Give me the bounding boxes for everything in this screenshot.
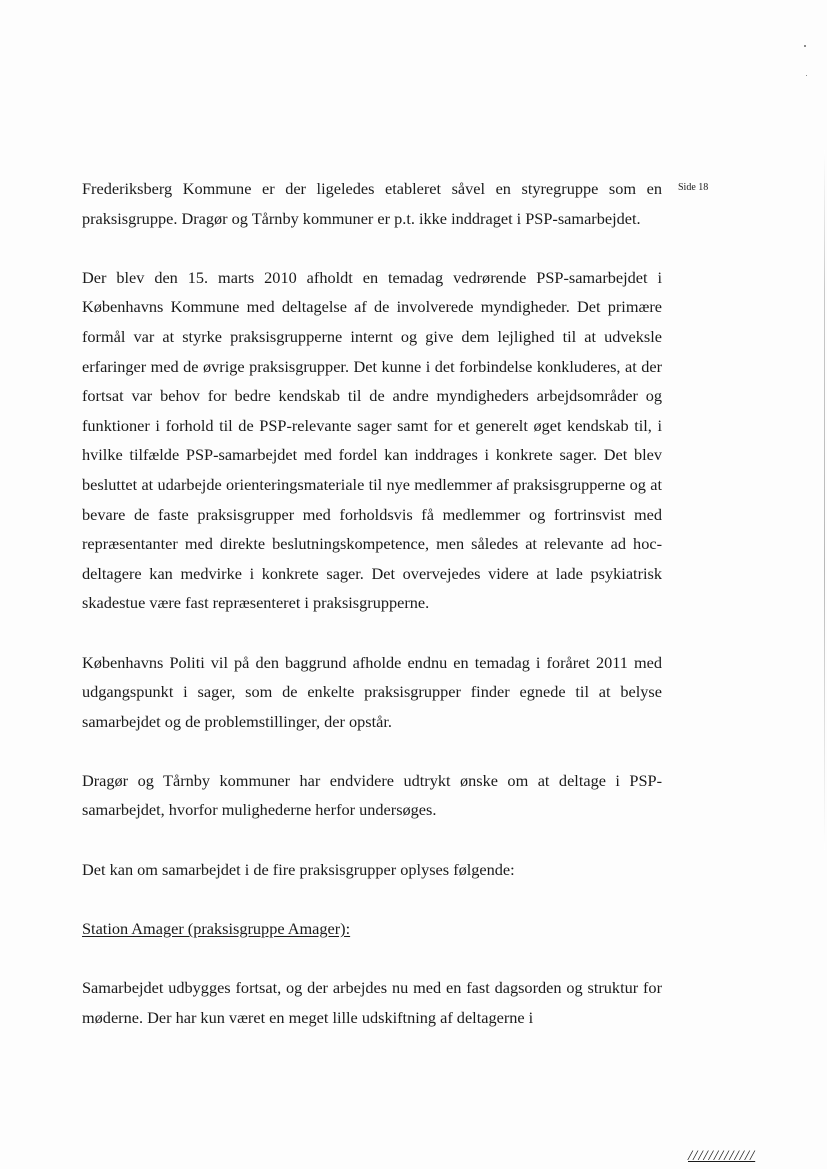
scan-margin-line — [824, 150, 825, 850]
scan-speck — [804, 45, 806, 47]
document-body — [82, 174, 662, 1062]
section-heading-amager: Station Amager (praksisgruppe Amager): — [82, 918, 351, 938]
footer-tally-marks: ///////////// — [688, 1148, 756, 1164]
page-number: Side 18 — [678, 182, 709, 193]
paragraph-intro-praksisgrupper: Det kan om samarbejdet i de fire praksisgrupper oplyses følgende: — [82, 859, 515, 879]
paragraph-temadag-2011: Københavns Politi vil på den baggrund afholde endnu en temadag i foråret 2011 med udgangspunkt i sager, som de enkelte praksisgrupper finder egnede til at belyse samarbejdet og de problemstillinger, der opstår. — [82, 652, 662, 731]
scan-speck — [806, 75, 807, 76]
paragraph-frederiksberg: Frederiksberg Kommune er der ligeledes etableret såvel en styregruppe som en praksisgruppe. Dragør og Tårnby kommuner er p.t. ikke inddraget i PSP-samarbejdet. — [82, 179, 662, 228]
paragraph-amager: Samarbejdet udbygges fortsat, og der arbejdes nu med en fast dagsorden og struktur for møderne. Der har kun været en meget lille udskiftning af deltagerne i — [82, 978, 662, 1027]
paragraph-dragoer-taarnby: Dragør og Tårnby kommuner har endvidere udtrykt ønske om at deltage i PSP-samarbejdet, hvorfor mulighederne herfor undersøges. — [82, 770, 662, 820]
paragraph-temadag-2010: Der blev den 15. marts 2010 afholdt en temadag vedrørende PSP-samarbejdet i Københavns Kommune med deltagelse af de involverede myndigheder. Det primære formål var at styrke praksisgrupperne internt og give dem lejlighed til at udveksle erfaringer med de øvrige praksisgrupper. Det kunne i det forbindelse konkluderes, at der fortsat var behov for bedre kendskab til de andre myndigheders arbejdsområder og funktioner i forhold til de PSP-relevante sager samt for et generelt øget kendskab til, i hvilke tilfælde PSP-samarbejdet med fordel kan inddrages i konkrete sager. Det blev besluttet at udarbejde orienteringsmateriale til nye medlemmer af praksisgrupperne og at bevare de faste praksisgrupper med forholdsvis få medlemmer og fortrinsvist med repræsentanter med direkte beslutningskompetence, men således at relevante ad hoc-deltagere kan medvirke i konkrete sager. Det overvejedes videre at lade psykiatrisk skadestue være fast repræsenteret i praksisgrupperne. — [82, 267, 662, 613]
